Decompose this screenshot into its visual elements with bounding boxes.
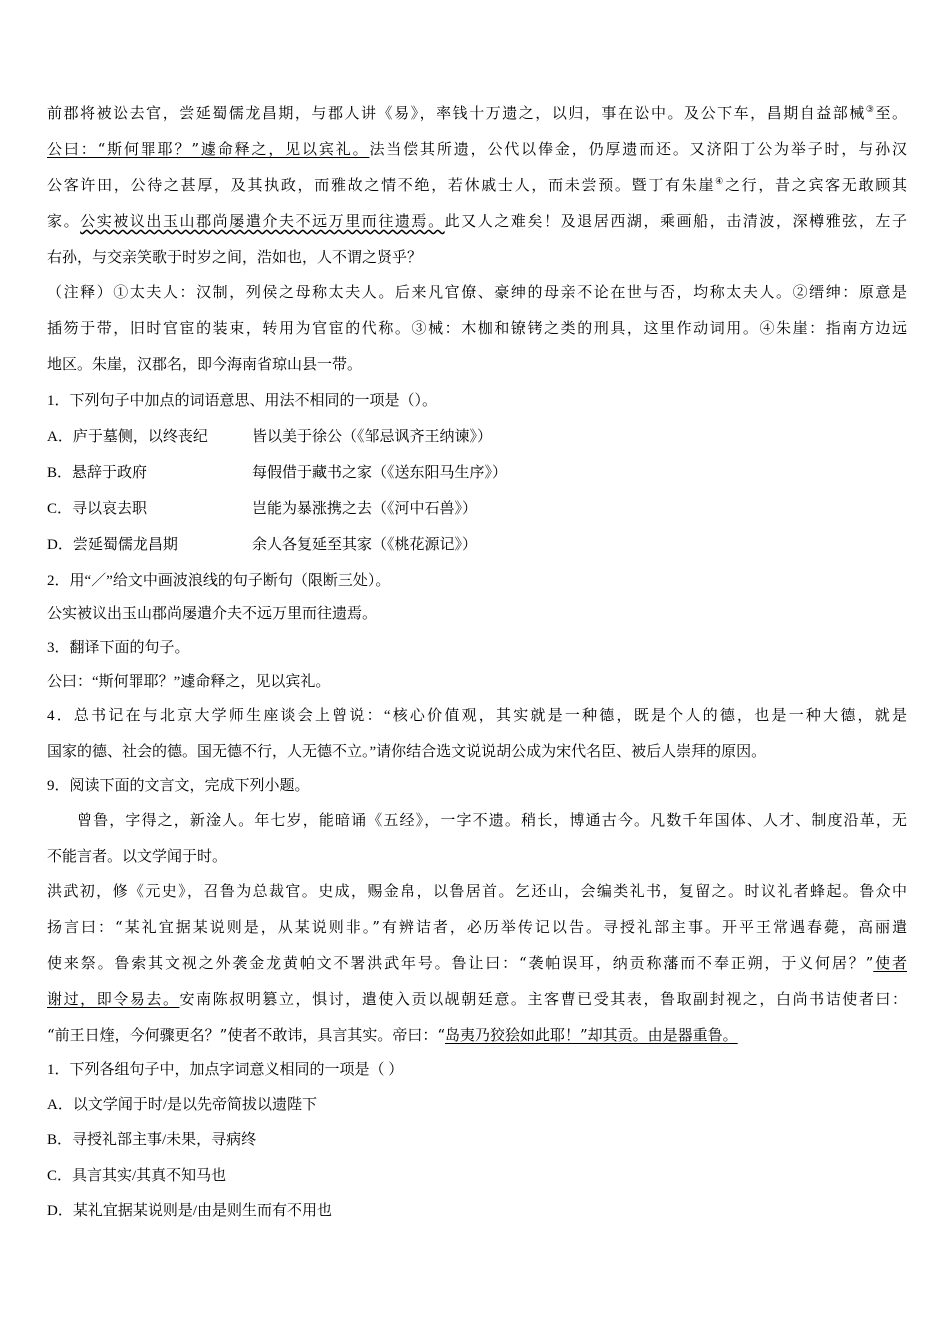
passage1-line: 右孙，与交亲笑歌于时岁之间，浩如也，人不谓之贤乎？ bbox=[47, 248, 423, 266]
notes-line: （注释）①太夫人：汉制，列侯之母称太夫人。后来凡官僚、豪绅的母亲不论在世与否，均称太夫人。②缙绅：原意是 bbox=[47, 285, 907, 301]
notes-line: 插笏于带，旧时官宦的装束，转用为官宦的代称。③械：木枷和镣铐之类的刑具，这里作动词用。④朱崖：指南方边远 bbox=[47, 321, 907, 337]
passage2-line: 谢过，即令易去。安南陈叔明篡立，惧讨，遣使入贡以觇朝廷意。主客曹已受其表，鲁取副封视之，白尚书诘使者曰： bbox=[47, 990, 907, 1008]
question-text: 公曰：“斯何罪耶？”遽命释之，见以宾礼。 bbox=[47, 674, 331, 690]
passage1-line: 公曰：“斯何罪耶？”遽命释之，见以宾礼。法当偿其所遗，公代以俸金，仍厚遗而还。又济阳丁公为举子时，与孙汉 bbox=[47, 140, 907, 158]
question-stem: 4．总书记在与北京大学师生座谈会上曾说：“核心价值观，其实就是一种德，既是个人的德，也是一种大德，就是 bbox=[47, 708, 907, 724]
passage2-line: “前王日煃，今何骤更名？”使者不敢讳，具言其实。帝曰：“岛夷乃狡狯如此耶！”却其贡。由是器重鲁。 bbox=[47, 1026, 738, 1044]
question-stem: 国家的德、社会的德。国无德不行，人无德不立。”请你结合选文说说胡公成为宋代名臣、被后人崇拜的原因。 bbox=[47, 744, 767, 760]
option-row: A．以文学闻于时/是以先帝简拔以遗陛下 bbox=[47, 1097, 318, 1113]
question-text: 公实被议出玉山郡尚屡遣介夫不远万里而往遗焉。 bbox=[47, 606, 378, 622]
option-row: D．尝延蜀儒龙昌期 余人各复延至其家（《桃花源记》） bbox=[47, 537, 478, 553]
option-row: D．某礼宜据某说则是/由是则生而有不用也 bbox=[47, 1203, 333, 1219]
passage2-line: 使来祭。鲁索其文视之外袭金龙黄帕文不署洪武年号。鲁让曰：“袭帕误耳，纳贡称藩而不奉正朔，于义何居？”使者 bbox=[47, 954, 907, 972]
passage2-line: 扬言曰：“某礼宜据某说则是，从某说则非。”有辨诘者，必历举传记以告。寻授礼部主事。开平王常遇春薨，高丽遣 bbox=[47, 918, 907, 936]
wavy-sentence: 公实被议出玉山郡尚屡遣介夫不远万里而往遗焉。 bbox=[80, 212, 445, 230]
question-stem: 9．阅读下面的文言文，完成下列小题。 bbox=[47, 778, 310, 794]
question-stem: 1．下列句子中加点的词语意思、用法不相同的一项是（）。 bbox=[47, 393, 438, 409]
passage2-line: 洪武初，修《元史》，召鲁为总裁官。史成，赐金帛，以鲁居首。乞还山，会编类礼书，复留之。时议礼者蜂起。鲁众中 bbox=[47, 882, 907, 900]
option-row: C．具言其实/其真不知马也 bbox=[47, 1168, 227, 1184]
passage1-line: 家。公实被议出玉山郡尚屡遣介夫不远万里而往遗焉。此又人之难矣！及退居西湖，乘画船，击清波，深樽雅弦，左子 bbox=[47, 212, 907, 230]
option-row: C．寻以哀去职 岂能为暴涨携之去（《河中石兽》） bbox=[47, 501, 478, 517]
passage1-line: 公客许田，公待之甚厚，及其执政，而雅故之情不绝，若休戚士人，而未尝预。暨丁有朱崖④之行，昔之宾客无敢顾其 bbox=[47, 176, 907, 194]
passage1-line: 前郡将被讼去官，尝延蜀儒龙昌期，与郡人讲《易》，率钱十万遗之，以归，事在讼中。及公下车，昌期自益部械③至。 bbox=[47, 104, 907, 122]
notes-line: 地区。朱崖，汉郡名，即今海南省琼山县一带。 bbox=[47, 357, 363, 373]
translation-sentence: 公曰：“斯何罪耶？”遽命释之，见以宾礼。 bbox=[47, 140, 370, 158]
passage2-line: 曾鲁，字得之，新淦人。年七岁，能暗诵《五经》，一字不遗。稍长，博通古今。凡数千年国体、人才、制度沿革，无 bbox=[77, 811, 907, 829]
passage2-line: 不能言者。以文学闻于时。 bbox=[47, 847, 228, 865]
option-row: B．悬辞于政府 每假借于藏书之家（《送东阳马生序》） bbox=[47, 465, 508, 481]
question-stem: 3．翻译下面的句子。 bbox=[47, 640, 190, 656]
question-stem: 1．下列各组句子中，加点字词意义相同的一项是（ ） bbox=[47, 1062, 404, 1078]
option-row: A．庐于墓侧，以终丧纪 皆以美于徐公（《邹忌讽齐王纳谏》） bbox=[47, 429, 493, 445]
question-stem: 2．用“／”给文中画波浪线的句子断句（限断三处）。 bbox=[47, 573, 391, 589]
option-row: B．寻授礼部主事/未果，寻病终 bbox=[47, 1132, 257, 1148]
